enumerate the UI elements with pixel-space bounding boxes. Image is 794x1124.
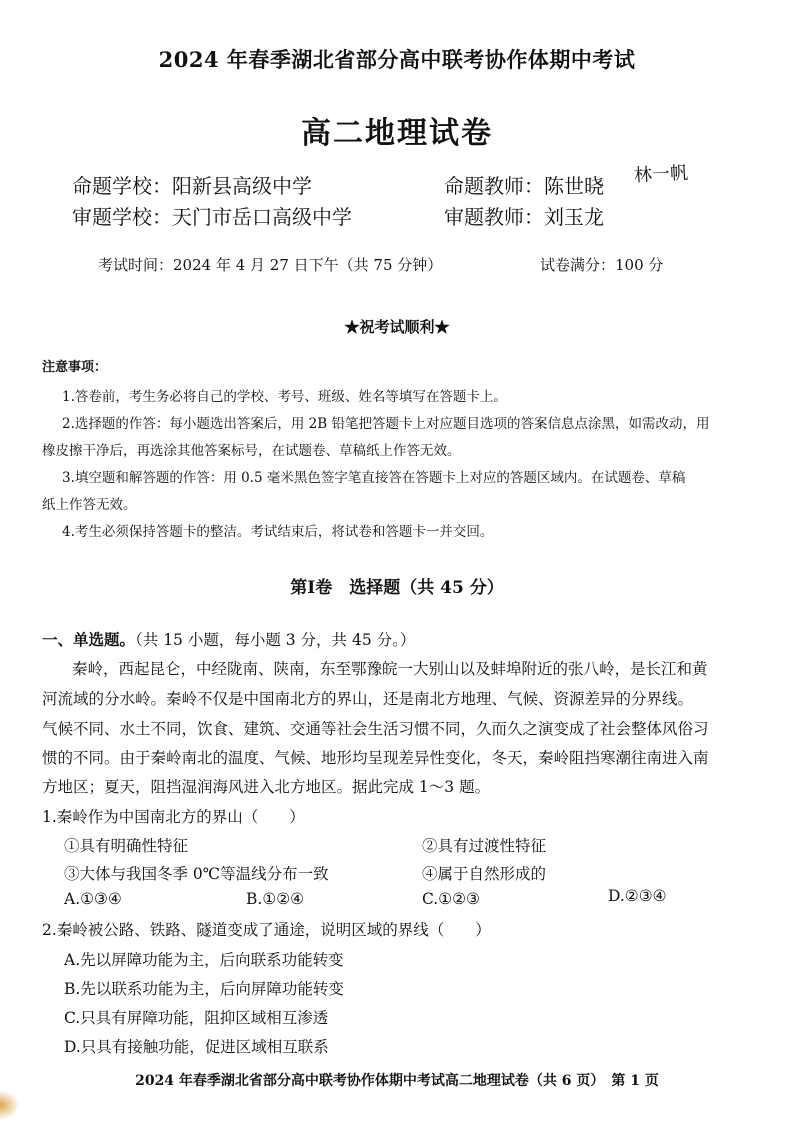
notice-item-2-line-1: 2.选择题的作答：每小题选出答案后，用 2B 铅笔把答题卡上对应题目选项的答案信息点涂黑，如需改动，用 — [62, 416, 710, 432]
exam-time: 考试时间：2024 年 4 月 27 日下午（共 75 分钟） — [98, 256, 443, 274]
scan-smudge — [0, 1090, 20, 1120]
setter-teacher-handwritten: 林一帆 — [633, 162, 689, 187]
question-1-statement-1: ①具有明确性特征 — [64, 837, 189, 855]
passage-line-3: 气候不同、水土不同，饮食、建筑、交通等社会生活习惯不同，久而久之演变成了社会整体风俗习 — [42, 720, 709, 738]
section-title: 第Ⅰ卷 选择题（共 45 分） — [290, 578, 504, 598]
question-1-statement-4: ④属于自然形成的 — [422, 865, 547, 883]
notice-title: 注意事项： — [42, 360, 108, 375]
notice-item-3-line-1: 3.填空题和解答题的作答：用 0.5 毫米黑色签字笔直接答在答题卡上对应的答题区域内。在试题卷、草稿 — [62, 470, 686, 486]
question-2-option-c: C.只具有屏障功能，阻抑区域相互渗透 — [64, 1009, 329, 1027]
reviewer-teacher: 审题教师：刘玉龙 — [444, 205, 604, 229]
setter-school: 命题学校：阳新县高级中学 — [72, 174, 312, 198]
notice-item-4: 4.考生必须保持答题卡的整洁。考试结束后，将试卷和答题卡一并交回。 — [62, 524, 494, 540]
passage-line-5: 方地区；夏天，阻挡湿润海风进入北方地区。据此完成 1～3 题。 — [42, 778, 491, 796]
page-footer: 2024 年春季湖北省部分高中联考协作体期中考试高二地理试卷（共 6 页） 第 1 页 — [135, 1073, 659, 1089]
question-2-option-a: A.先以屏障功能为主，后向联系功能转变 — [64, 951, 344, 969]
part-detail: （共 15 小题，每小题 3 分，共 45 分。） — [135, 631, 416, 649]
notice-item-2-line-2: 橡皮擦干净后，再选涂其他答案标号，在试题卷、草稿纸上作答无效。 — [42, 443, 461, 459]
exam-title: 2024 年春季湖北省部分高中联考协作体期中考试 — [158, 47, 636, 72]
reviewer-school: 审题学校：天门市岳口高级中学 — [72, 205, 352, 229]
full-score: 试卷满分：100 分 — [540, 256, 664, 274]
passage-line-4: 惯的不同。由于秦岭南北的温度、气候、地形均呈现差异性变化，冬天，秦岭阻挡寒潮往南进入南 — [42, 749, 709, 767]
part-heading — [42, 628, 415, 650]
question-1-stem: 1.秦岭作为中国南北方的界山（ ） — [42, 808, 305, 826]
question-2-option-d: D.只具有接触功能，促进区域相互联系 — [64, 1038, 329, 1056]
question-1-option-d: D.②③④ — [608, 887, 667, 905]
question-1-option-a: A.①③④ — [64, 890, 122, 908]
good-luck-wish: ★祝考试顺利★ — [344, 318, 450, 336]
question-2-stem: 2.秦岭被公路、铁路、隧道变成了通途，说明区域的界线（ ） — [42, 921, 491, 939]
passage-line-1: 秦岭，西起昆仑，中经陇南、陕南，东至鄂豫皖一大别山以及蚌埠附近的张八岭，是长江和黄 — [72, 660, 708, 678]
question-1-statement-2: ②具有过渡性特征 — [422, 837, 547, 855]
setter-teacher: 命题教师：陈世晓 — [444, 174, 604, 198]
question-2-option-b: B.先以联系功能为主，后向屏障功能转变 — [64, 980, 344, 998]
question-1-option-c: C.①②③ — [422, 890, 480, 908]
question-1-option-b: B.①②④ — [246, 890, 305, 908]
notice-item-1: 1.答卷前，考生务必将自己的学校、考号、班级、姓名等填写在答题卡上。 — [62, 389, 507, 405]
subject-title: 高二地理试卷 — [301, 116, 493, 151]
notice-item-3-line-2: 纸上作答无效。 — [42, 497, 137, 513]
question-1-statement-3: ③大体与我国冬季 0℃等温线分布一致 — [64, 865, 329, 883]
part-label: 一、单选题。 — [42, 630, 136, 649]
passage-line-2: 河流域的分水岭。秦岭不仅是中国南北方的界山，还是南北方地理、气候、资源差异的分界线。 — [42, 690, 694, 708]
